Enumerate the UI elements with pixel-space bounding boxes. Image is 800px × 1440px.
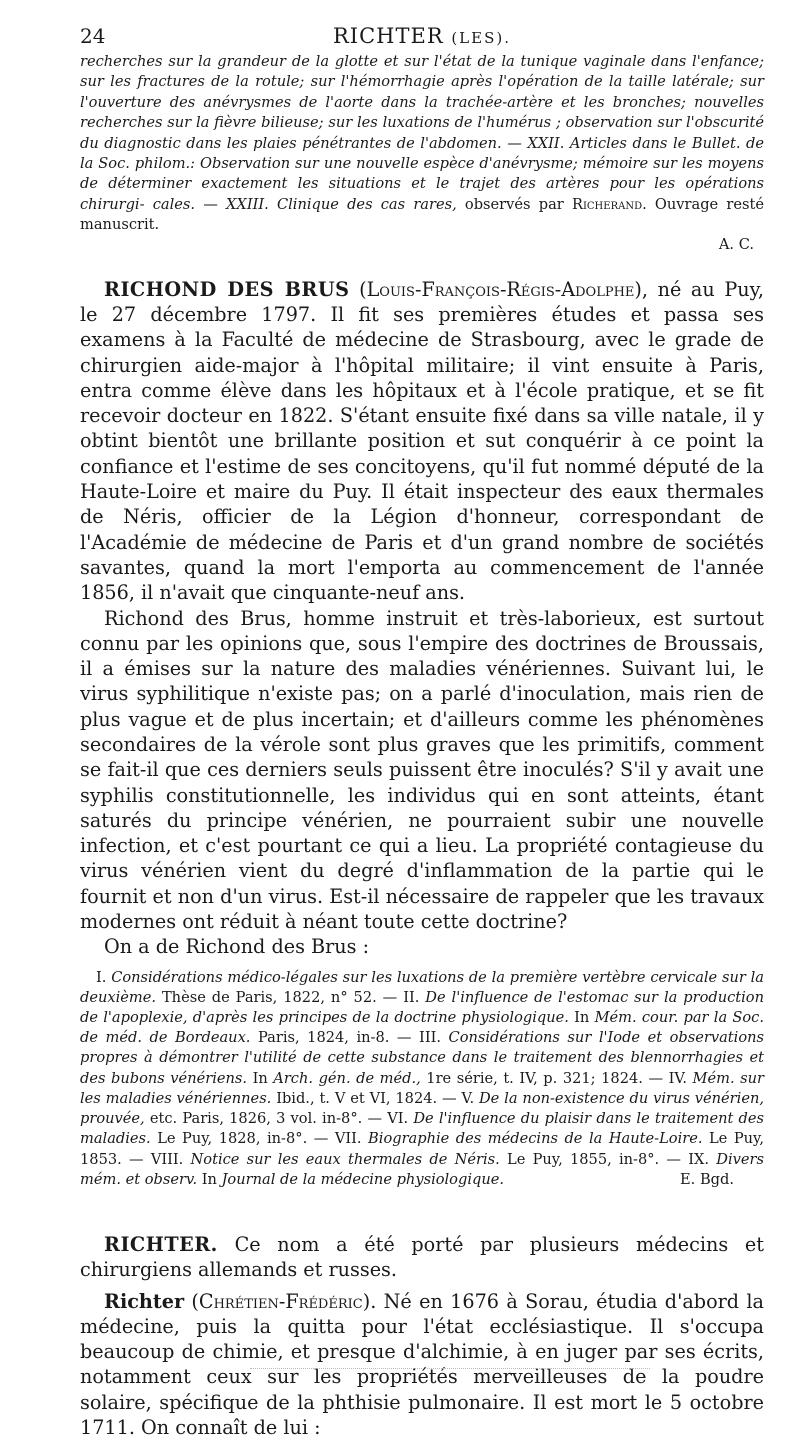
work-reference: Le Puy, 1855, in-8°. — IX. xyxy=(500,1151,716,1168)
works-text xyxy=(80,969,764,1188)
work-title: De la non-existence du virus vénérien, prouvée, xyxy=(80,1090,764,1127)
entry-richter xyxy=(80,1232,764,1283)
entry-text: Né en 1676 à Sorau, étudia d'abord la médecine, puis la quitta pour l'état ecclésiastique. Il s'occupa beaucoup de chimie, et presque d'alchimie, à en juger par ses écrits, notamment ceux sur les propriétés merveilleuses de la poudre solaire, spécifique de la phthisie pulmonaire. Il est mort le 5 octobre 1711. On connaît de lui : xyxy=(80,1290,764,1439)
entry-headword: RICHTER. xyxy=(104,1233,218,1256)
work-reference: etc. Paris, 1826, 3 vol. in-8°. — VI. xyxy=(145,1110,414,1127)
opinions-paragraph: Richond des Brus, homme instruit et très-laborieux, est surtout connu par les opinions que, sous l'empire des doctrines de Broussais, il a émises sur la nature des maladies vénériennes. Suivant lui, le virus syphilitique n'existe pas; on a parlé d'inoculation, mais rien de plus vague et de plus incertain; et d'ailleurs comme les phénomènes secondaires de la vérole sont plus graves que les primitifs, comment se fait-il que ces derniers seuls puissent être inoculés? S'il y avait une syphilis constitutionnelle, les individus qui en sont atteints, étant saturés du principe vénérien, ne pourraient subir une nouvelle infection, et c'est pourtant ce qui a lieu. La propriété contagieuse du virus vénérien vient du degré d'inflammation de la partie qui le fournit et non d'un virus. Est-il nécessaire de rappeler que les travaux modernes ont réduit à néant toute cette doctrine? xyxy=(80,606,764,935)
work-title: De l'influence de l'estomac sur la production de l'apoplexie, d'après les principes de la doctrine physiologique. xyxy=(80,989,764,1026)
previous-entry-notes xyxy=(80,52,764,236)
work-reference: Le Puy, 1828, in-8°. — VII. xyxy=(151,1130,368,1147)
footer-rule xyxy=(250,1368,650,1369)
work-reference: In xyxy=(197,1171,221,1188)
work-reference: Thèse de Paris, 1822, n° 52. — II. xyxy=(156,989,425,1006)
work-title: Notice sur les eaux thermales de Néris. xyxy=(191,1151,500,1168)
work-reference: 1re série, t. IV, p. 321; 1824. — IV. xyxy=(421,1070,693,1087)
work-reference: Ibid., t. V et VI, 1824. — V. xyxy=(271,1090,479,1107)
notes-line: de déterminer exactement les situations et le trajet des artères pour les opérations chirurgi- xyxy=(80,175,764,212)
entry-headword: RICHOND DES BRUS xyxy=(104,278,349,301)
work-title: Biographie des médecins de la Haute-Loire. xyxy=(368,1130,702,1147)
previous-entry-signature: A. C. xyxy=(80,236,764,253)
entry-richter-chretien-frederic xyxy=(80,1289,764,1440)
entry-bio-text: né au Puy, le 27 décembre 1797. Il fit ses premières études et passa ses examens à la Faculté de médecine de Strasbourg, avec le grade de chirurgien aide-major à l'hôpital militaire; il vint ensuite à Paris, entra comme élève dans les hôpitaux et à l'école pratique, et se fit recevoir docteur en 1822. S'étant ensuite fixé dans sa ville natale, il y obtint bientôt une brillante position et sut conquérir à ce point la confiance et l'estime de ses concitoyens, qu'il fut nommé député de la Haute-Loire et maire du Puy. Il était inspecteur des eaux thermales de Néris, officier de la Légion d'honneur, correspondant de l'Académie de médecine de Paris et d'un grand nombre de sociétés savantes, quand la mort l'emporta au commencement de l'année 1856, il n'avait que cinquante-neuf ans. xyxy=(80,278,764,605)
biography-paragraph xyxy=(80,277,764,606)
entry-text: Ce nom a été porté par plusieurs médecins et chirurgiens allemands et russes. xyxy=(80,1233,764,1281)
running-header xyxy=(80,18,764,52)
notes-line: cales. — XXIII. Clinique des cas rares, xyxy=(153,196,457,213)
work-reference: Le Puy, 1853. — VIII. xyxy=(80,1130,764,1167)
running-title xyxy=(80,24,764,48)
notes-line: sur les fractures de la rotule; sur l'hémorrhagie après l'opération de la taille latérale; xyxy=(80,73,734,90)
entry-richond-des-brus xyxy=(80,277,764,960)
work-reference: I. xyxy=(96,969,111,986)
running-title-main: RICHTER xyxy=(333,24,444,48)
entry-signature: E. Bgd. xyxy=(664,1170,764,1190)
notes-line: observés par xyxy=(457,196,572,213)
running-title-suffix: (LES). xyxy=(451,29,511,47)
work-title: Arch. gén. de méd., xyxy=(273,1070,420,1087)
work-reference: Paris, 1824, in-8. — III. xyxy=(250,1029,448,1046)
work-reference: In xyxy=(247,1070,273,1087)
richter-chretien-paragraph xyxy=(80,1289,764,1440)
page-number: 24 xyxy=(80,24,105,48)
notes-line: du diagnostic dans les plaies pénétrantes de l'abdomen. — XXII. Articles dans le Bullet. de xyxy=(80,135,764,152)
notes-line: recherches sur la fièvre bilieuse; sur les luxations de l'humérus ; observation sur l'obscurité xyxy=(80,114,764,131)
work-title: Considérations médico-légales sur les luxations de la première vertèbre cervicale sur la deuxième. xyxy=(80,969,764,1006)
work-title: Journal de la médecine physiologique. xyxy=(222,1171,504,1188)
entry-given-names: (Chrétien-Frédéric). xyxy=(191,1290,376,1313)
author-ref: Richerand. xyxy=(572,196,647,213)
works-list xyxy=(80,968,764,1190)
work-title: Mém. cour. par la Soc. de méd. de Bordeaux. xyxy=(80,1009,764,1046)
notes-line: recherches sur la grandeur de la glotte et sur l'état de la tunique vaginale dans l'enfance; xyxy=(80,53,764,70)
works-paragraph xyxy=(80,968,764,1190)
works-intro: On a de Richond des Brus : xyxy=(80,934,764,959)
work-title: Mém. sur les maladies vénériennes. xyxy=(80,1070,764,1107)
entry-headword: Richter xyxy=(104,1290,184,1313)
notes-line: la Soc. philom.: Observation sur une nouvelle espèce d'anévrysme; mémoire sur les moyens xyxy=(80,155,764,172)
notes-line: sur l'ouverture des anévrysmes de l'aorte dans la trachée-artère et les bronches; nouvelles xyxy=(80,73,764,110)
work-reference: In xyxy=(569,1009,595,1026)
work-title: Considérations sur l'Iode et observations propres à démontrer l'utilité de cette substance dans le traitement des blennorrhagies et des bubons vénériens. xyxy=(80,1029,764,1086)
notes-line: Ouvrage resté manuscrit. xyxy=(80,196,764,233)
richter-paragraph xyxy=(80,1232,764,1283)
work-title: De l'influence du plaisir dans le traitement des maladies. xyxy=(80,1110,764,1147)
work-title: Divers mém. et observ. xyxy=(80,1151,764,1188)
entry-given-names: (Louis-François-Régis-Adolphe), xyxy=(359,278,648,301)
